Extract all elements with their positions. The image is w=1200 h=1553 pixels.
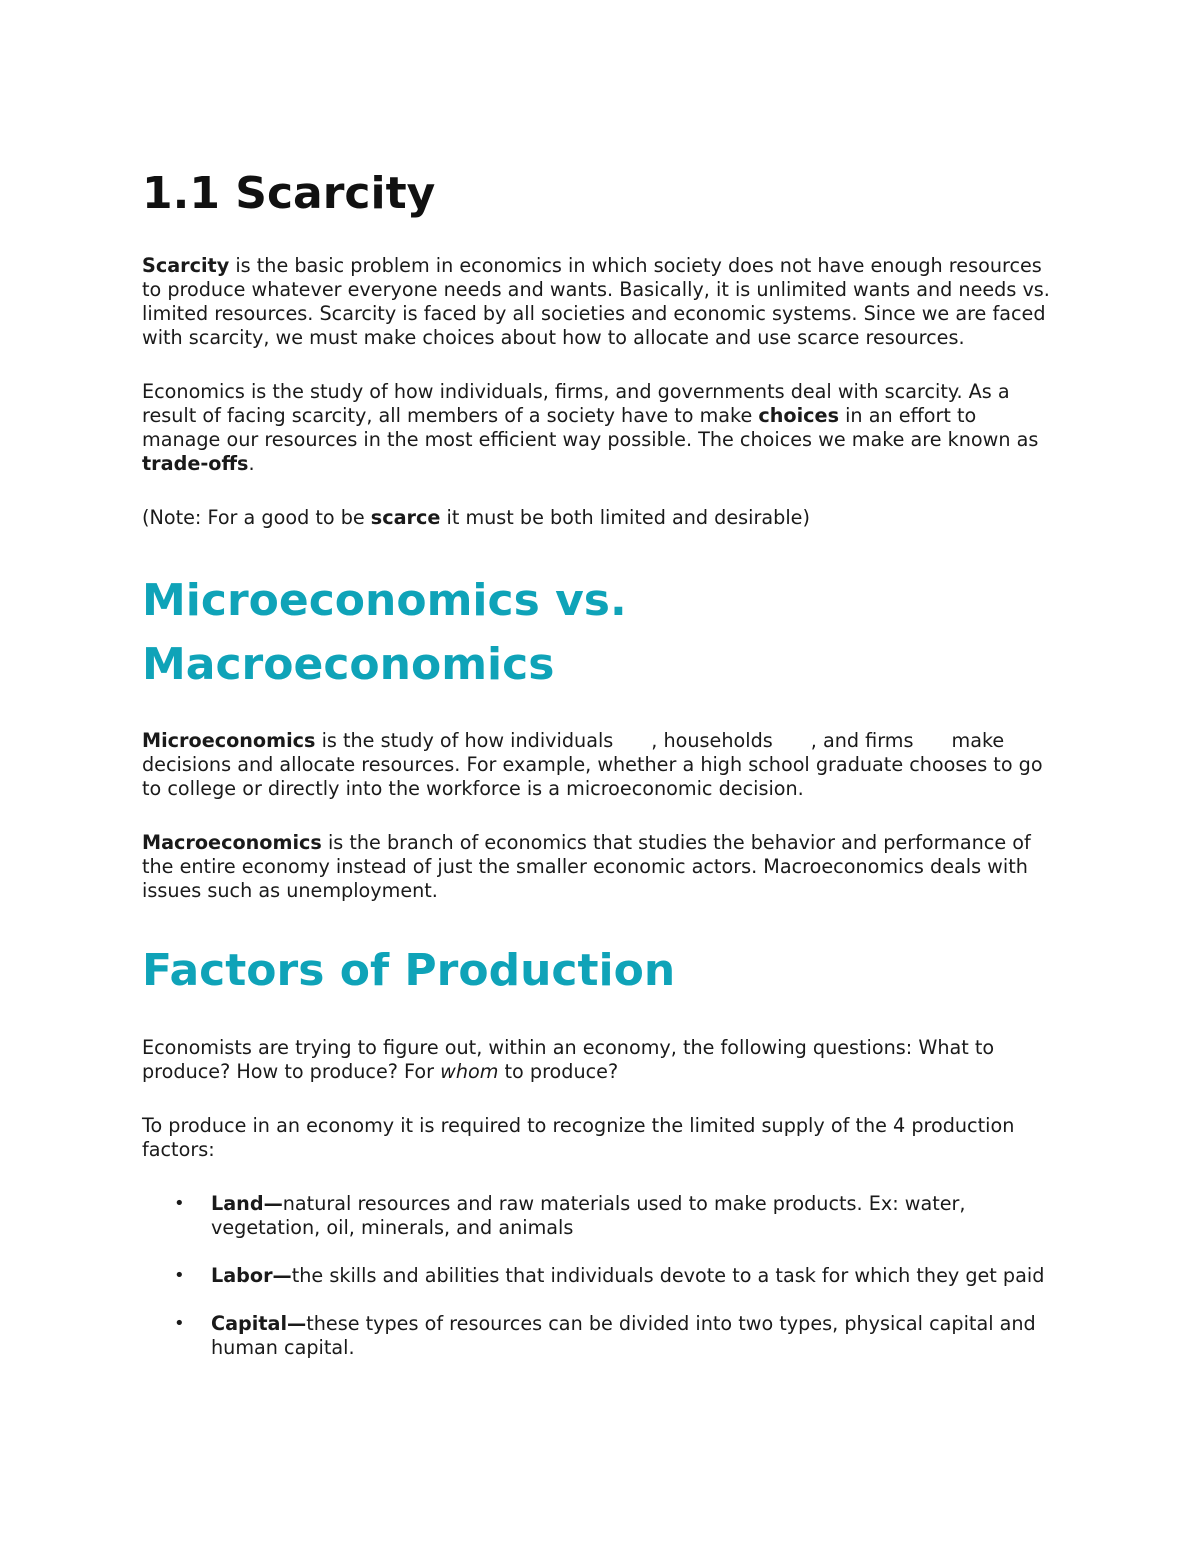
text-macro: is the branch of economics that studies the behavior and performance of the entire economy instead of just the smaller economic actors. Macroeconomics deals with issues such as unemployment. bbox=[142, 831, 1031, 902]
text-economics-a: Economics is the study of how individuals, firms, and governments deal with scarcity. As a result of facing scarcity, all members of a society have to make bbox=[142, 380, 1010, 427]
text-economics-b: in an effort to manage our resources in the most efficient way possible. The choices we make are known as bbox=[142, 404, 1039, 451]
term-choices: choices bbox=[758, 404, 839, 427]
factor-text: the skills and abilities that individuals devote to a task for which they get paid bbox=[291, 1264, 1045, 1287]
text-note-b: it must be both limited and desirable) bbox=[440, 506, 810, 529]
term-scarce: scarce bbox=[370, 506, 441, 529]
text-micro-b: , households bbox=[651, 729, 773, 752]
term-microeconomics: Microeconomics bbox=[142, 729, 316, 752]
heading-micro-line1: Microeconomics vs. bbox=[142, 575, 627, 626]
factor-term: Capital— bbox=[211, 1312, 307, 1335]
term-macroeconomics: Macroeconomics bbox=[142, 831, 322, 854]
term-trade-offs: trade-offs bbox=[142, 452, 249, 475]
factor-text: natural resources and raw materials used to make products. Ex: water, vegetation, oil, minerals, and animals bbox=[211, 1192, 966, 1239]
list-item bbox=[142, 1192, 1060, 1240]
text-scarcity-definition: is the basic problem in economics in which society does not have enough resources to produce whatever everyone needs and wants. Basically, it is unlimited wants and needs vs. limited resources. Scarcity is faced by all societies and economic systems. Since we are faced with scarcity, we must make choices about how to allocate and use scarce resources. bbox=[142, 254, 1050, 349]
text-micro-c: , and firms bbox=[810, 729, 914, 752]
term-whom: whom bbox=[440, 1060, 499, 1083]
bullet-icon: • bbox=[174, 1265, 185, 1286]
heading-factors-of-production: Factors of Production bbox=[142, 945, 676, 996]
text-micro-a: is the study of how individuals bbox=[315, 729, 614, 752]
paragraph-macroeconomics bbox=[142, 831, 1060, 903]
paragraph-economists-questions bbox=[142, 1036, 1060, 1084]
factor-term: Land— bbox=[211, 1192, 283, 1215]
bullet-icon: • bbox=[174, 1193, 185, 1214]
paragraph-note bbox=[142, 506, 1060, 530]
text-economics-c: . bbox=[248, 452, 255, 475]
paragraph-microeconomics bbox=[142, 729, 1060, 801]
list-item bbox=[142, 1264, 1060, 1288]
factor-text: these types of resources can be divided into two types, physical capital and human capital. bbox=[211, 1312, 1036, 1359]
text-micro-d: make decisions and allocate resources. For example, whether a high school graduate chooses to go to college or directly into the workforce is a microeconomic decision. bbox=[142, 729, 1043, 800]
factors-list bbox=[142, 1192, 1060, 1360]
heading-scarcity: 1.1 Scarcity bbox=[142, 168, 436, 219]
term-scarcity: Scarcity bbox=[142, 254, 230, 277]
text-questions-b: to produce? bbox=[498, 1060, 619, 1083]
paragraph-production-factors-intro: To produce in an economy it is required to recognize the limited supply of the 4 production factors: bbox=[142, 1114, 1015, 1161]
heading-micro-line2: Macroeconomics bbox=[142, 639, 555, 690]
heading-micro-vs-macro bbox=[142, 569, 1060, 697]
factor-term: Labor— bbox=[211, 1264, 292, 1287]
bullet-icon: • bbox=[174, 1313, 185, 1334]
paragraph-economics-definition bbox=[142, 380, 1060, 476]
list-item bbox=[142, 1312, 1060, 1360]
text-note-a: (Note: For a good to be bbox=[142, 506, 371, 529]
paragraph-scarcity-definition bbox=[142, 254, 1060, 350]
text-questions-a: Economists are trying to figure out, within an economy, the following questions: What to produce? How to produce? For bbox=[142, 1036, 995, 1083]
